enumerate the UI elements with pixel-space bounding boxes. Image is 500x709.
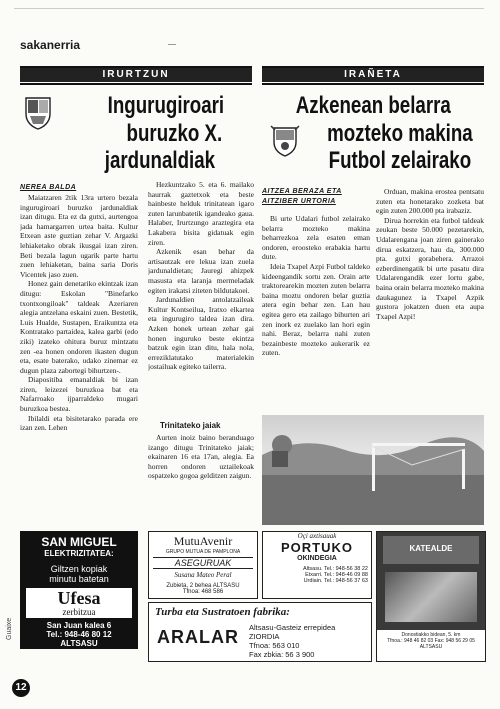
- portuko-phone-1: Altsasu. Tel.: 948-56 38 22: [302, 566, 368, 572]
- page-number: 12: [12, 679, 30, 697]
- mutuavenir-person: Susana Mateo Peral: [174, 571, 232, 579]
- right-byline: AITZEA BERAZA ETA AITZIBER URTORIA: [262, 188, 342, 205]
- right-column-1: [262, 214, 370, 412]
- paragraph: Ideia Txapel Azpi Futbol taldeko kideengandik sortu zen. Orain arte traktorearekin mozten zuten belarra baina moztu ondoren belar guztia atera egin behar zen. Lan hau egitea gero eta zailago bihurten ari zen inork ez zuelako lan hori egin nahi. Beraz, belarra nahi zuten bezainbeste mozteko aukerarik ez zuten.: [262, 261, 370, 358]
- paragraph: Orduan, makina erostea pentsatu zuten eta honetarako zozketa bat egin zuten 200.000 pta irabaziz.: [376, 187, 484, 216]
- portuko-sub: OKINDEGIA: [297, 555, 337, 562]
- san-miguel-town: ALTSASU: [60, 639, 98, 648]
- aralar-line-3: Tfnoa: 563 010: [249, 641, 300, 650]
- san-miguel-brand: SAN MIGUEL: [41, 535, 117, 549]
- katealde-line-3: ALTSASU: [419, 644, 443, 650]
- right-headline-2: mozteko makina: [327, 120, 473, 147]
- portuko-name: PORTUKO: [281, 540, 353, 555]
- paragraph: Jardunaldien antolatzaileak Kultur Kontseilua, Iratxo elkartea eta ingurugiro taldea izan dira. Azken honek urtean zehar gai honen inguruko beste ekintza batzuk egin izan ditu, hala nola, erreziklatutako materialekin jostailuak egiteko tailerra.: [148, 295, 254, 372]
- football-goal-photo: [262, 415, 484, 525]
- left-subhead: Trinitateko jaiak: [160, 421, 221, 430]
- left-headline-2: buruzko X.: [126, 120, 223, 147]
- paragraph: Dirua horrekin eta futbol taldeak zeukan beste 50.000 pezetarekin, Udalarengana joan ziren gainerako dirua eskatzera, hau da, 300.000 pta. gutxi gorabehera. Arrazoi ezberdinengatik bi urte pasatu dira Udalarengandik ezer lortu gabe, baina orain belarra mozteko makina daukagunez ia Txapel Azpik gustora jokatzen duen eta aupa Txapel Azpi!: [376, 215, 484, 321]
- mutuavenir-title: MutuAvenir: [173, 534, 233, 548]
- left-headline-3: jardunaldiak: [104, 147, 216, 174]
- left-byline: NEREA BALDA: [20, 184, 77, 191]
- article-photo: [262, 415, 484, 525]
- aralar-ad: [148, 602, 372, 662]
- portuko-phone-3: Urdiain. Tel.: 948-56 37 63: [303, 578, 368, 584]
- aralar-info: [249, 623, 335, 659]
- paragraph: Ibilaldi eta bisitetarako parada ere izan zen. Lehen: [20, 413, 138, 433]
- portuko-top: Oçi axtisauak: [297, 532, 337, 540]
- left-column-2b: [148, 433, 254, 523]
- section-mark: [168, 44, 176, 45]
- left-column-1: [20, 193, 138, 539]
- san-miguel-phone: Tel.: 948-46 80 12: [46, 630, 112, 639]
- paragraph: Honez gain denetariko ekintzak izan ditugu: Eskolan "Binefarko txontxongiloak" taldeak Azeriaren alegia antzelana eskaini zuen. Bestetik, Luis Hualde, Sustapen, Eraikuntza eta Kontratako partaidea, kalea garbi (edo ziki) izateko ohitura buruz mintzatu zen -ea honen ondoren ikasten dugun eta, esate baterako, udako zinemar ez dugun plaza zabortegi bihurtzen-.: [20, 279, 138, 375]
- mutuavenir-address: Zubieta, 2 behea ALTSASU: [166, 583, 240, 589]
- paragraph: Azkenik esan behar da artisautzak ere lekua izan zuela jardunaldietan; Jauregi ahizpek masusta eta laranja mermeladak egiten irakatsi ziteten bildutakoei.: [148, 247, 254, 295]
- right-bottom-rule: [262, 83, 484, 85]
- product-photo: [385, 572, 477, 622]
- mutuavenir-phone: Tfnoa: 468 586: [182, 589, 224, 595]
- coat-of-arms-icon: [270, 124, 300, 158]
- san-miguel-line1: ELEKTRIZITATEA:: [44, 549, 114, 558]
- ufesa-logo: Ufesa: [57, 588, 101, 608]
- katealde-line-1: Donostiakko bidean, 5. km: [401, 632, 461, 638]
- left-column-2: [148, 180, 254, 416]
- aralar-title: Turba eta Sustratoen fabrika:: [155, 606, 290, 618]
- top-rule: [14, 8, 484, 9]
- aralar-line-1: Altsasu-Gasteiz errepidea: [249, 623, 336, 632]
- mutuavenir-ad: [148, 531, 258, 599]
- aralar-logo: ARALAR: [157, 627, 239, 647]
- san-miguel-address: San Juan kalea 6: [46, 621, 112, 630]
- right-column-2: [376, 187, 484, 397]
- paragraph: Aurten inoiz baino beranduago izango ditugu Trinitateko jaiak; ekainaren 16 eta 17an, alegia. Ea horren ondoren uztailekoak ospatzeko gogoa gelditzen zaigun.: [148, 433, 254, 481]
- left-headline-1: Ingurugiroari: [107, 92, 225, 119]
- aralar-line-4: Fax zbkia: 56 3 900: [249, 650, 315, 659]
- coat-of-arms-icon: [24, 96, 52, 130]
- san-miguel-ad: [20, 531, 138, 649]
- katealde-label: KATEALDE: [409, 544, 453, 553]
- paragraph: Bi urte Udalari futbol zelairako belarra mozteko makina beharrezkoa zela esaten eman ondoren, eroosteko erabakia hartu dute.: [262, 214, 370, 262]
- katealde-ad: [376, 531, 486, 662]
- right-headline-3: Futbol zelairako: [328, 147, 472, 174]
- portuko-ad: [262, 531, 372, 599]
- ufesa-service: zerbitzua: [62, 607, 96, 617]
- paragraph: Hezkuntzako 5. eta 6. mailako haurrak gaztetxok eta beste hainbeste helduk trinitatean igaro zuten larunbatetik igandeako gaua. Halaber, Irurtzungo araztegira eta Lakabera bisita gidatuak egin ziren.: [148, 180, 254, 247]
- section-title: sakanerria: [20, 38, 81, 52]
- katealde-line-2: Tfnoa.: 948 46 82 03 Fax: 948 56 29 05: [387, 638, 475, 644]
- side-label: Guaixe: [6, 617, 13, 640]
- paragraph: Diapositiba emanaldiak bi izan ziren, leizezei buruzkoa bat eta Nafarroako ijparraldeko mugari buruzkoa bestea.: [20, 375, 138, 414]
- left-bottom-rule: [20, 83, 252, 85]
- mutuavenir-sub: GRUPO MUTUA DE PAMPLONA: [165, 549, 241, 555]
- aralar-line-2: ZIORDIA: [249, 632, 280, 641]
- portuko-phone-2: Etxarri. Tel.: 948-46 09 88: [305, 572, 368, 578]
- san-miguel-line2: Giltzen kopiak: [50, 564, 108, 574]
- mutuavenir-line: ASEGURUAK: [153, 557, 253, 569]
- right-headline-1: Azkenean belarra: [295, 92, 451, 119]
- left-banner: IRURTZUN: [20, 68, 252, 82]
- right-banner: IRAÑETA: [262, 68, 484, 82]
- paragraph: Maiatzaren 2tik 13ra urtero bezala ingurugiroari buruzko jardunaldiak izan ditugu. Eta ez da gutxi, aurtengoa jada hamargarren urtea baita. Kultur Etxean aste guztian zehar V. Argazki lehiaketako obrak ikusgai izan ziren. Beti bezala lagun ugarik parte hartu zuen lehiaketan, baina saria Doris Vicentek jaso zuen.: [20, 193, 138, 279]
- san-miguel-line3: minutu batetan: [49, 574, 109, 584]
